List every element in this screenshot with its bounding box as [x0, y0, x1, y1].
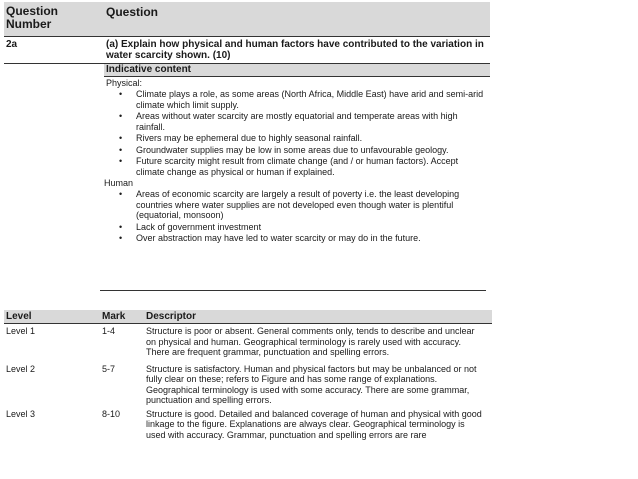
- bullet-icon: •: [119, 133, 123, 143]
- bullet-icon: •: [119, 144, 123, 155]
- level-table-header: [4, 310, 492, 324]
- mark-cell: 1-4: [102, 326, 116, 336]
- physical-label: Physical:: [106, 78, 143, 88]
- descriptor-cell: Structure is satisfactory. Human and physical factors but may be unbalanced or not fully clear on these; refers to Figure and has some range of explanations. Geographical terminology is used with some accuracy. There are some grammar, punctuation and spelling errors.: [146, 363, 477, 405]
- list-item: • Over abstraction may have led to water scarcity or may do in the future.: [119, 233, 421, 243]
- bullet-icon: •: [119, 233, 123, 243]
- question-text: (a) Explain how physical and human factors have contributed to the variation in water scarcity shown. (10): [106, 39, 484, 61]
- question-table: [4, 2, 490, 245]
- question-header: Question: [106, 5, 159, 19]
- human-label: Human: [104, 178, 134, 188]
- mark-cell: 5-7: [102, 363, 116, 374]
- level-cell: Level 2: [6, 363, 36, 374]
- level-header: Level: [6, 311, 32, 322]
- table-row: [4, 362, 492, 406]
- physical-list: [104, 89, 488, 177]
- bullet-icon: •: [119, 156, 123, 166]
- list-item: • Groundwater supplies may be low in some areas due to unfavourable geology.: [119, 144, 449, 155]
- bullet-icon: •: [119, 111, 123, 121]
- list-item: • Areas of economic scarcity are largely a result of poverty i.e. the least developing countries where water supplies are not developed even though water is plentiful (equatorial, monsoon): [119, 189, 460, 220]
- question-number-header: Question Number: [6, 4, 59, 31]
- question-table-header: [4, 2, 490, 37]
- bullet-icon: •: [119, 221, 123, 232]
- question-number: 2a: [6, 39, 18, 50]
- level-cell: Level 1: [6, 326, 36, 336]
- list-item: • Rivers may be ephemeral due to highly seasonal rainfall.: [119, 133, 363, 143]
- descriptor-cell: Structure is good. Detailed and balanced coverage of human and physical with good linkage to the figure. Explanations are always clear. Geographical terminology is used with accuracy. Grammar, punctuation and spelling errors are rare: [146, 408, 482, 440]
- question-row: [4, 37, 490, 64]
- list-item: • Future scarcity might result from climate change (and / or human factors). Accept climate change as physical or human if explained.: [119, 156, 459, 177]
- list-item: • Lack of government investment: [119, 221, 262, 232]
- list-item: • Climate plays a role, as some areas (North Africa, Middle East) have arid and semi-arid climate which limit supply.: [119, 89, 484, 110]
- mark-header: Mark: [102, 311, 126, 322]
- question-table-bottom-rule: [100, 290, 486, 291]
- bullet-icon: •: [119, 189, 123, 199]
- descriptor-cell: Structure is poor or absent. General comments only, tends to describe and unclear on physical and human. Geographical terminology is rarely used with accuracy. There are frequent grammar, punctuation and spelling errors.: [146, 326, 475, 357]
- descriptor-header: Descriptor: [146, 311, 197, 322]
- level-table: [4, 310, 492, 440]
- level-cell: Level 3: [6, 408, 36, 419]
- indicative-content-heading: Indicative content: [104, 64, 490, 77]
- human-list: [104, 189, 488, 244]
- bullet-icon: •: [119, 89, 123, 99]
- indicative-content-body: [4, 77, 490, 244]
- table-row: [4, 324, 492, 358]
- list-item: • Areas without water scarcity are mostly equatorial and temperate areas with high rainfall.: [119, 111, 458, 132]
- table-row: [4, 407, 492, 441]
- mark-cell: 8-10: [102, 408, 121, 419]
